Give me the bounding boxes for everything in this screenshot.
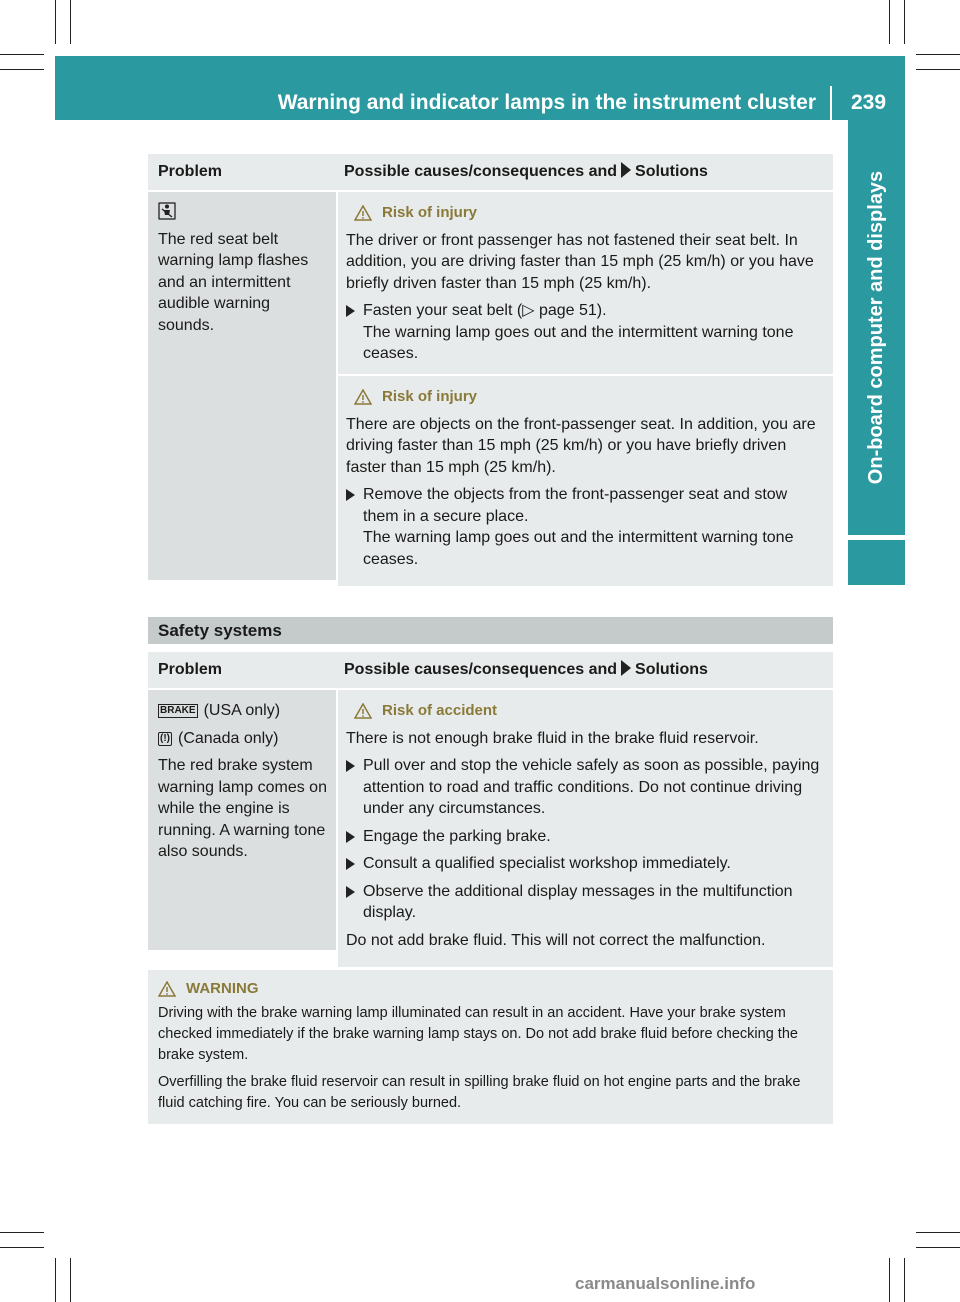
column-header-problem: Problem [158,661,223,678]
crop-mark [0,69,44,70]
warning-heading [346,386,827,408]
arrow-right-icon [621,660,631,676]
crop-mark [0,54,44,55]
table-header [148,154,833,190]
crop-mark [889,1258,890,1302]
solution-step [346,881,827,924]
usa-label: (USA only) [203,702,281,719]
warning-triangle-icon [354,205,372,221]
cause-text: The driver or front passenger has not fastened their seat belt. In addition, you are driving faster than 15 mph (25 km/h) or you have briefly driven faster than 15 mph (25 km/h). [346,231,814,292]
warning-title: Risk of accident [382,702,498,719]
column-header-problem: Problem [158,163,223,180]
crop-mark [904,0,905,44]
page-number: 239 [850,91,887,114]
step-result-text: The warning lamp goes out and the intermittent warning tone ceases. [363,529,794,568]
step-arrow-icon [346,305,355,317]
crop-mark [904,1258,905,1302]
footer-note: Do not add brake fluid. This will not correct the malfunction. [346,931,766,949]
seat-belt-icon [158,202,176,220]
solution-step [346,853,827,875]
crop-mark [70,0,71,44]
column-header-causes [336,652,833,688]
side-tab-label: On-board computer and displays [865,170,888,485]
problem-cell [148,192,336,580]
problem-text: The red brake system warning lamp comes on while the engine is running. A warning tone also sounds. [158,757,327,860]
step-arrow-icon [346,489,355,501]
solutions-column [338,192,833,580]
solution-block [338,192,833,374]
step-text: Pull over and stop the vehicle safely as soon as possible, paying attention to road and traffic conditions. Do not continue driving under any circumstances. [363,757,820,817]
crop-mark [889,0,890,44]
step-arrow-icon [346,858,355,870]
column-header-causes [336,154,833,190]
warning-triangle-icon [158,981,176,997]
crop-mark [916,54,960,55]
step-text: Fasten your seat belt ( [363,302,523,319]
step-arrow-icon [346,886,355,898]
side-block [848,540,905,585]
table-row [148,192,833,580]
warning-box [148,970,833,1124]
warning-triangle-icon [354,703,372,719]
table-header [148,652,833,688]
step-text: Observe the additional display messages in the multifunction display. [363,882,793,921]
page-title: Warning and indicator lamps in the instrument cluster [277,91,816,114]
solutions-column [338,690,833,950]
step-text: Engage the parking brake. [363,827,551,845]
column-header-causes-text: Possible causes/consequences and [344,163,618,180]
solution-step [346,300,827,365]
crop-mark [55,1258,56,1302]
canada-label: (Canada only) [178,729,279,747]
warning-paragraph: Driving with the brake warning lamp illuminated can result in an accident. Have your brake system checked immediately if the brake warning lamp stays on. Do not add brake fluid before checking the brake system. [158,1005,798,1063]
solution-step [346,826,827,848]
page-ref-arrow-icon: ▷ [522,302,535,319]
solution-block [338,690,833,967]
brake-icon: BRAKE [160,705,196,716]
crop-mark [916,69,960,70]
arrow-right-icon [621,162,631,178]
warning-title: WARNING [186,980,259,997]
cause-text: There are objects on the front-passenger seat. In addition, you are driving faster than 15 mph (25 km/h) or you have briefly driven faster than 15 mph (25 km/h). [346,415,816,476]
cause-text: There is not enough brake fluid in the brake fluid reservoir. [346,729,759,747]
usa-line [158,700,328,722]
solution-step [346,484,827,570]
table-brake [148,652,833,950]
crop-mark [55,0,56,44]
watermark: carmanualsonline.info [575,1274,756,1293]
step-arrow-icon [346,831,355,843]
step-result-text: The warning lamp goes out and the intermittent warning tone ceases. [363,323,794,362]
crop-mark [70,1258,71,1302]
table-seat-belt [148,154,833,580]
warning-triangle-icon [354,389,372,405]
column-header-solutions-text: Solutions [635,661,708,678]
crop-mark [916,1247,960,1248]
side-tab-label-wrap [848,120,905,535]
warning-heading [346,202,827,224]
section-title: Safety systems [148,617,833,644]
problem-text: The red seat belt warning lamp flashes and an intermittent audible warning sounds. [158,230,309,334]
crop-mark [0,1247,44,1248]
warning-title: Risk of injury [382,204,478,221]
column-header-causes-text: Possible causes/consequences and [344,661,618,678]
step-text: Remove the objects from the front-passenger seat and stow them in a secure place. [363,486,788,525]
step-text-page: page 51). [534,302,607,319]
crop-mark [916,1232,960,1233]
step-arrow-icon [346,760,355,772]
crop-mark [0,1232,44,1233]
warning-paragraph: Overfilling the brake fluid reservoir can result in spilling brake fluid on hot engine parts and the brake fluid catching fire. You can be seriously burned. [158,1074,801,1111]
warning-heading [346,700,827,722]
problem-cell [148,690,336,950]
step-text: Consult a qualified specialist workshop immediately. [363,855,731,872]
solution-block [338,376,833,586]
warning-title: Risk of injury [382,388,478,405]
brake-circle-icon: (!) [160,732,170,744]
warning-heading [158,978,827,999]
table-row [148,690,833,950]
column-header-solutions-text: Solutions [635,163,708,180]
solution-step [346,755,827,820]
canada-line [158,728,328,750]
